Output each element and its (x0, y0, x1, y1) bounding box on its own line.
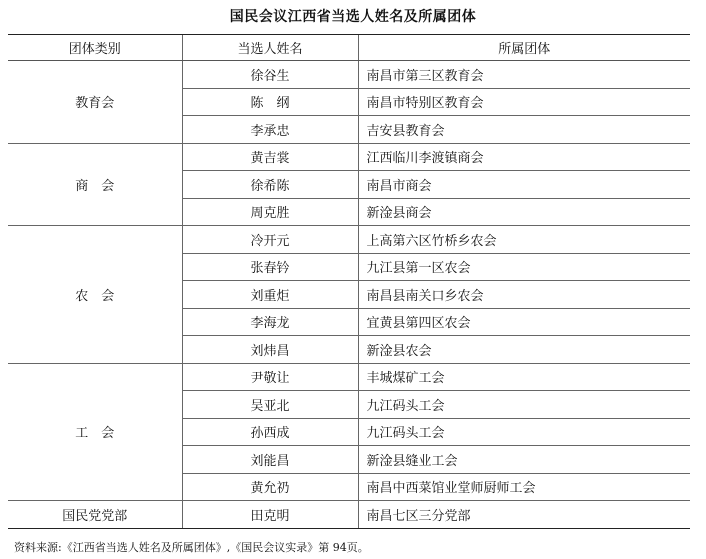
member-organization-cell: 宜黄县第四区农会 (358, 308, 690, 336)
member-organization-cell: 吉安县教育会 (358, 116, 690, 144)
member-name-cell: 张春钤 (182, 253, 358, 281)
member-name-cell: 徐谷生 (182, 61, 358, 89)
table-row (8, 501, 690, 529)
header-category: 团体类别 (8, 35, 182, 61)
member-name-cell: 刘炜昌 (182, 336, 358, 364)
member-organization-cell: 新淦县缝业工会 (358, 446, 690, 474)
member-organization-cell: 南昌市第三区教育会 (358, 61, 690, 89)
member-name-cell: 刘重炬 (182, 281, 358, 309)
group-category-cell: 国民党党部 (8, 501, 182, 529)
table-row (8, 226, 690, 254)
group-category-cell: 工 会 (8, 363, 182, 501)
header-organization: 所属团体 (358, 35, 690, 61)
member-organization-cell: 南昌七区三分党部 (358, 501, 690, 529)
member-organization-cell: 九江码头工会 (358, 391, 690, 419)
member-organization-cell: 江西临川李渡镇商会 (358, 143, 690, 171)
member-organization-cell: 南昌市特别区教育会 (358, 88, 690, 116)
member-name-cell: 李海龙 (182, 308, 358, 336)
source-note: 资料来源:《江西省当选人姓名及所属团体》,《国民会议实录》第 94页。 (14, 541, 369, 554)
member-name-cell: 刘能昌 (182, 446, 358, 474)
table-body (8, 61, 690, 529)
header-name: 当选人姓名 (182, 35, 358, 61)
member-organization-cell: 丰城煤矿工会 (358, 363, 690, 391)
member-organization-cell: 南昌县南关口乡农会 (358, 281, 690, 309)
member-name-cell: 吴亚北 (182, 391, 358, 419)
member-organization-cell: 新淦县商会 (358, 198, 690, 226)
member-name-cell: 孙西成 (182, 418, 358, 446)
group-category-cell: 教育会 (8, 61, 182, 144)
member-name-cell: 冷开元 (182, 226, 358, 254)
table-row (8, 143, 690, 171)
member-organization-cell: 南昌中西菜馆业堂师厨师工会 (358, 473, 690, 501)
member-name-cell: 田克明 (182, 501, 358, 529)
member-name-cell: 李承忠 (182, 116, 358, 144)
member-name-cell: 陈 纲 (182, 88, 358, 116)
group-category-cell: 农 会 (8, 226, 182, 364)
member-organization-cell: 上高第六区竹桥乡农会 (358, 226, 690, 254)
table-row (8, 61, 690, 89)
table-row (8, 363, 690, 391)
member-name-cell: 尹敬让 (182, 363, 358, 391)
member-organization-cell: 九江县第一区农会 (358, 253, 690, 281)
group-category-cell: 商 会 (8, 143, 182, 226)
elected-members-table (8, 34, 690, 529)
member-organization-cell: 南昌市商会 (358, 171, 690, 199)
member-name-cell: 周克胜 (182, 198, 358, 226)
member-name-cell: 黄吉裳 (182, 143, 358, 171)
table-header-row (8, 35, 690, 61)
table-title: 国民会议江西省当选人姓名及所属团体 (229, 9, 477, 25)
member-name-cell: 黄允礽 (182, 473, 358, 501)
member-name-cell: 徐希陈 (182, 171, 358, 199)
member-organization-cell: 九江码头工会 (358, 418, 690, 446)
member-organization-cell: 新淦县农会 (358, 336, 690, 364)
